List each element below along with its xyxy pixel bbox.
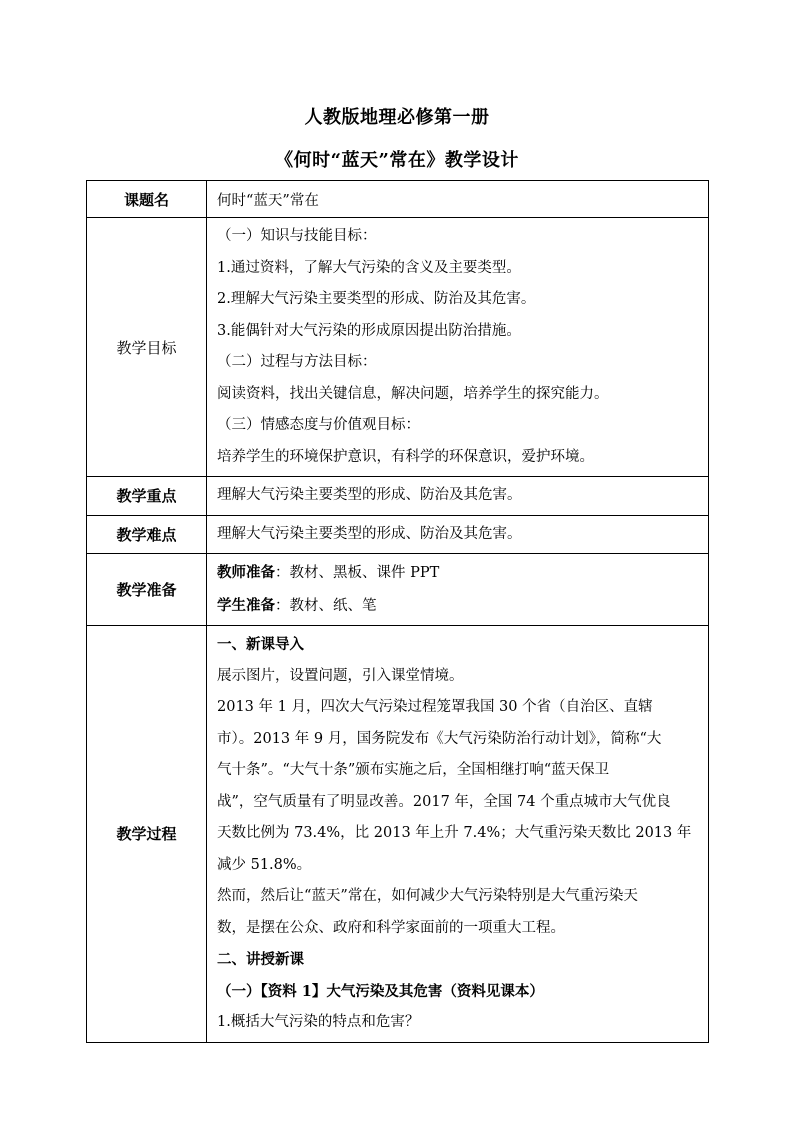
topic-cell — [207, 181, 709, 218]
table-row-preparation — [87, 554, 709, 626]
topic-label: 课题名 — [87, 181, 207, 218]
paragraph-line: 气十条”。“大气十条”颁布实施之后，全国相继打响“蓝天保卫 — [217, 762, 610, 778]
intro-text: 展示图片，设置问题，引入课堂情境。 — [217, 667, 464, 684]
subsection-heading: （一）【资料 1】大气污染及其危害（资料见课本） — [217, 982, 544, 1000]
table-row-process — [87, 626, 709, 1043]
goals-line: 阅读资料，找出关键信息，解决问题，培养学生的探究能力。 — [217, 385, 609, 402]
goals-line: （三）情感态度与价值观目标： — [217, 417, 420, 433]
preparation-cell — [207, 554, 709, 626]
goals-line: 3.能偶针对大气污染的形成原因提出防治措施。 — [217, 322, 521, 339]
paragraph-line: 2013 年 1 月，四次大气污染过程笼罩我国 30 个省（自治区、直辖 — [217, 699, 653, 715]
preparation-label: 教学准备 — [87, 554, 207, 626]
topic-value: 何时“蓝天”常在 — [217, 192, 319, 209]
table-row-key-points — [87, 477, 709, 516]
process-label: 教学过程 — [87, 626, 207, 1043]
document-subtitle: 《何时“蓝天”常在》教学设计 — [275, 150, 519, 171]
paragraph-line: 减少 51.8%。 — [217, 856, 312, 873]
key-points-value: 理解大气污染主要类型的形成、防治及其危害。 — [217, 487, 522, 503]
table-row-difficulties — [87, 515, 709, 554]
teacher-preparation — [217, 557, 702, 590]
goals-line: （一）知识与技能目标： — [217, 228, 377, 244]
paragraph-line: 天数比例为 73.4%，比 2013 年上升 7.4%；大气重污染天数比 2013 年 — [217, 825, 692, 841]
goals-line: 1.通过资料，了解大气污染的含义及主要类型。 — [217, 259, 521, 276]
document-title: 人教版地理必修第一册 — [304, 107, 490, 128]
teacher-preparation-value: ：教材、黑板、课件 PPT — [275, 565, 440, 581]
student-preparation — [217, 590, 702, 623]
goals-label: 教学目标 — [87, 218, 207, 477]
student-preparation-value: ：教材、纸、笔 — [275, 597, 377, 614]
table-row-goals — [87, 218, 709, 477]
question-text: 1.概括大气污染的特点和危害？ — [217, 1014, 420, 1030]
goals-line: 2.理解大气污染主要类型的形成、防治及其危害。 — [217, 291, 536, 307]
paragraph-line: 战”，空气质量有了明显改善。2017 年，全国 74 个重点城市大气优良 — [217, 793, 671, 810]
difficulties-cell — [207, 515, 709, 554]
section-heading: 二、讲授新课 — [217, 951, 304, 968]
key-points-cell — [207, 477, 709, 516]
difficulties-value: 理解大气污染主要类型的形成、防治及其危害。 — [217, 525, 522, 542]
process-cell — [207, 626, 709, 1043]
paragraph-line: 数，是摆在公众、政府和科学家面前的一项重大工程。 — [217, 919, 565, 936]
section-heading: 一、新课导入 — [217, 636, 304, 653]
teacher-preparation-label: 教师准备 — [217, 564, 275, 581]
table-row-topic — [87, 181, 709, 218]
student-preparation-label: 学生准备 — [217, 596, 275, 614]
goals-line: （二）过程与方法目标： — [217, 354, 377, 370]
goals-cell — [207, 218, 709, 477]
lesson-plan-table — [86, 180, 709, 1043]
difficulties-label: 教学难点 — [87, 515, 207, 554]
goals-line: 培养学生的环境保护意识，有科学的环保意识，爱护环境。 — [217, 448, 594, 465]
paragraph-line: 然而，然后让“蓝天”常在，如何减少大气污染特别是大气重污染天 — [217, 888, 638, 904]
key-points-label: 教学重点 — [87, 477, 207, 516]
paragraph-line: 市）。2013 年 9 月，国务院发布《大气污染防治行动计划》，简称“大 — [217, 730, 662, 747]
